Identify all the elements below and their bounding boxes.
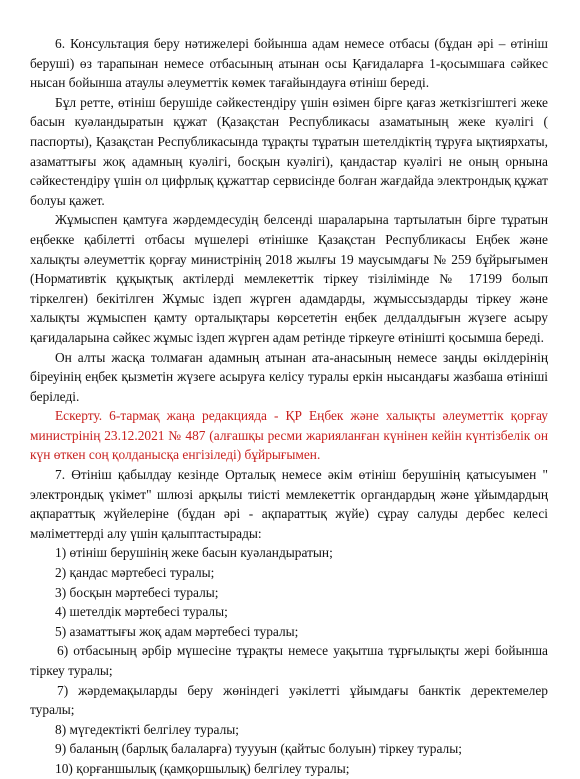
list-item: 3) босқын мәртебесі туралы; (55, 584, 219, 600)
paragraph-6-minor: Он алты жасқа толмаған адамның атынан ата-анасының немесе заңды өкілдерінің біреуінің еңбек қызметін жүзеге асыруға келісу туралы еркін нысандағы жазбаша өтініші беріледі. (30, 349, 548, 404)
list-item: 10) қорғаншылық (қамқоршылық) белгілеу туралы; (55, 760, 350, 776)
list-item: 2) қандас мәртебесі туралы; (55, 565, 215, 581)
amendment-note: Ескерту. 6-тармақ жаңа редакцияда - ҚР Еңбек және халықты әлеуметтік қорғау министрінің 23.12.2021 № 487 (алғашқы ресми жарияланған күнінен кейін күнтізбелік он күн өткен соң қолданысқа енгізіледі) бұйрығымен. (30, 408, 548, 463)
list-item: 4) шетелдік мәртебесі туралы; (55, 604, 228, 620)
list-item: 9) баланың (барлық балаларға) туууын (қайтыс болуын) тіркеу туралы; (55, 741, 462, 757)
list-item: 7) жәрдемақыларды беру жөніндегі уәкілетті ұйымдағы банктік деректемелер туралы; (30, 682, 548, 718)
list-item: 6) отбасының әрбір мүшесіне тұрақты немесе уақытша тұрғылықты жері бойынша тіркеу туралы; (30, 643, 548, 678)
paragraph-6: 6. Консультация беру нәтижелері бойынша адам немесе отбасы (бұдан әрі – өтініш беруші) өз тарапынан немесе отбасының атынан осы Қағидаларға 1-қосымшаға сәйкес нысан бойынша атаулы әлеуметтік көмек тағайындауға өтініш береді. (30, 36, 548, 91)
list-item: 5) азаматтығы жоқ адам мәртебесі туралы; (55, 623, 299, 639)
paragraph-7: 7. Өтініш қабылдау кезінде Орталық немесе әкім өтініш берушінің қатысуымен " электрондық үкімет" шлюзі арқылы тиісті мемлекеттік органдардың және ұйымдардың ақпараттық жүйелеріне (бұдан әрі - ақпараттық жүйе) сұрау салуды дербес келесі мәліметтерді алу үшін қалыптастырады: (30, 467, 548, 541)
list-item: 1) өтініш берушінің жеке басын куәландыратын; (55, 545, 333, 561)
paragraph-6-identification: Бұл ретте, өтініш берушіде сәйкестендіру үшін өзімен бірге қағаз жеткізгіштегі жеке басын куәландыратын құжат (Қазақстан Республикасы азаматының жеке куәлігі ( паспорты), Қазақстан Республикасында тұрақты тұратын шетелдіктің тұруға ықтиярхаты, азаматтығы жоқ адамның куәлігі, босқын куәлігі), қандастар куәлігі не оның орнына сәйкестендіру үшін ол цифрлық құжаттар сервисінде болған жағдайда электрондық құжат болуы қажет. (30, 94, 548, 208)
list-item: 8) мүгедектікті белгілеу туралы; (55, 721, 239, 737)
paragraph-6-employment: Жұмыспен қамтуға жәрдемдесудің белсенді шараларына тартылатын бірге тұратын еңбекке қабілетті отбасы мүшелері өтінішке Қазақстан Республикасы Еңбек және халықты әлеуметтік қорғау министрінің 2018 жылғы 19 маусымдағы № 259 бұйрығымен (Нормативтік құқықтық актілерді мемлекеттік тіркеу тізілімінде № 17199 болып тіркелген) бекітілген Жұмыс іздеп жүрген адамдарды, жұмыссыздарды тіркеу және халықты жұмыспен қамту орталықтары көрсететін еңбек делдалдығын жүзеге асыру қағидаларына сәйкес жұмыс іздеп жүрген адам ретінде тіркеуге өтінішті қосымша береді. (30, 212, 548, 345)
